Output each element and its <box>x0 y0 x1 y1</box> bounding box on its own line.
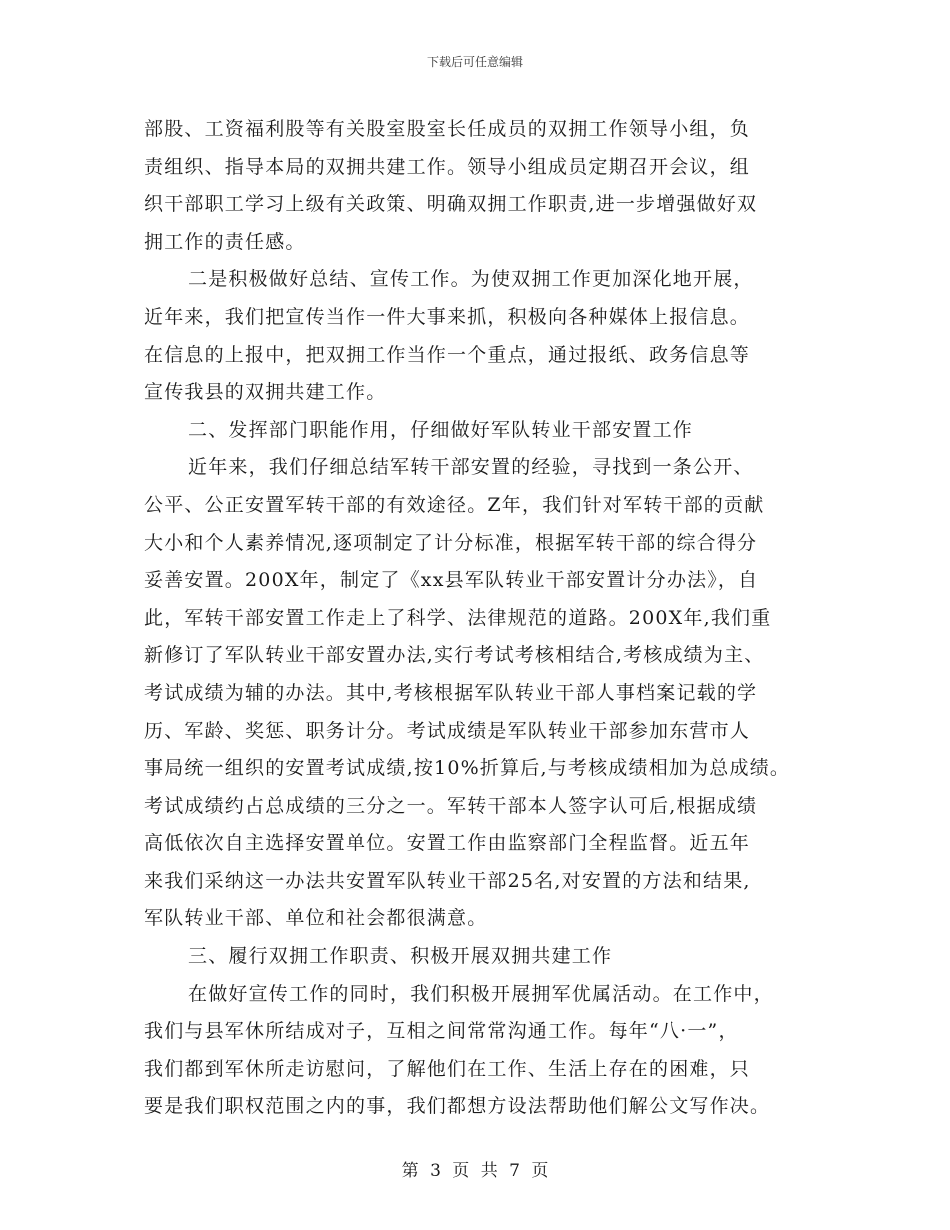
text-line: 考试成绩为辅的办法。其中,考核根据军队转业干部人事档案记载的学 <box>144 681 758 704</box>
text-line: 新修订了军队转业干部安置办法,实行考试考核相结合,考核成绩为主、 <box>144 644 765 667</box>
text-line: 织干部职工学习上级有关政策、明确双拥工作职责,进一步增强做好双 <box>144 193 758 216</box>
text-line: 拥工作的责任感。 <box>144 230 306 253</box>
text-line: 在信息的上报中，把双拥工作当作一个重点，通过报纸、政务信息等 <box>144 343 751 366</box>
text-line: 在做好宣传工作的同时，我们积极开展拥军优属活动。在工作中， <box>188 982 774 1005</box>
text-line: 我们都到军休所走访慰问，了解他们在工作、生活上存在的困难，只 <box>144 1057 751 1080</box>
text-line: 我们与县军休所结成对子，互相之间常常沟通工作。每年“八·一”， <box>144 1020 739 1043</box>
text-line: 三、履行双拥工作职责、积极开展双拥共建工作 <box>188 945 613 968</box>
text-line: 高低依次自主选择安置单位。安置工作由监察部门全程监督。近五年 <box>144 832 751 855</box>
text-line: 近年来，我们把宣传当作一件大事来抓，积极向各种媒体上报信息。 <box>144 305 751 328</box>
text-line: 部股、工资福利股等有关股室股室长任成员的双拥工作领导小组，负 <box>144 118 751 140</box>
text-line: 妥善安置。200X年，制定了《xx县军队转业干部安置计分办法》，自 <box>144 569 759 592</box>
page-footer: 第 3 页 共 7 页 <box>401 1161 549 1181</box>
text-line: 考试成绩约占总成绩的三分之一。军转干部本人签字认可后,根据成绩 <box>144 794 758 817</box>
text-line: 二、发挥部门职能作用，仔细做好军队转业干部安置工作 <box>188 418 694 441</box>
text-line: 历、军龄、奖惩、职务计分。考试成绩是军队转业干部参加东营市人 <box>144 719 751 742</box>
text-line: 二是积极做好总结、宣传工作。为使双拥工作更加深化地开展， <box>188 268 754 291</box>
text-line: 大小和个人素养情况,逐项制定了计分标准，根据军转干部的综合得分 <box>144 531 758 554</box>
text-line: 军队转业干部、单位和社会都很满意。 <box>144 907 488 930</box>
text-line: 公平、公正安置军转干部的有效途径。Z年，我们针对军转干部的贡献 <box>144 493 765 516</box>
text-line: 近年来，我们仔细总结军转干部安置的经验，寻找到一条公开、 <box>188 456 754 479</box>
text-line: 来我们采纳这一办法共安置军队转业干部25名,对安置的方法和结果, <box>144 869 751 892</box>
text-line: 事局统一组织的安置考试成绩,按10%折算后,与考核成绩相加为总成绩。 <box>144 757 791 780</box>
text-line: 宣传我县的双拥共建工作。 <box>144 381 387 404</box>
document-body <box>144 111 824 1126</box>
text-line: 此，军转干部安置工作走上了科学、法律规范的道路。200X年,我们重 <box>144 606 772 629</box>
text-line: 责组织、指导本局的双拥共建工作。领导小组成员定期召开会议，组 <box>144 155 751 178</box>
text-line: 要是我们职权范围之内的事，我们都想方设法帮助他们解公文写作决。 <box>144 1095 771 1118</box>
page-header: 下载后可任意编辑 <box>426 55 523 69</box>
